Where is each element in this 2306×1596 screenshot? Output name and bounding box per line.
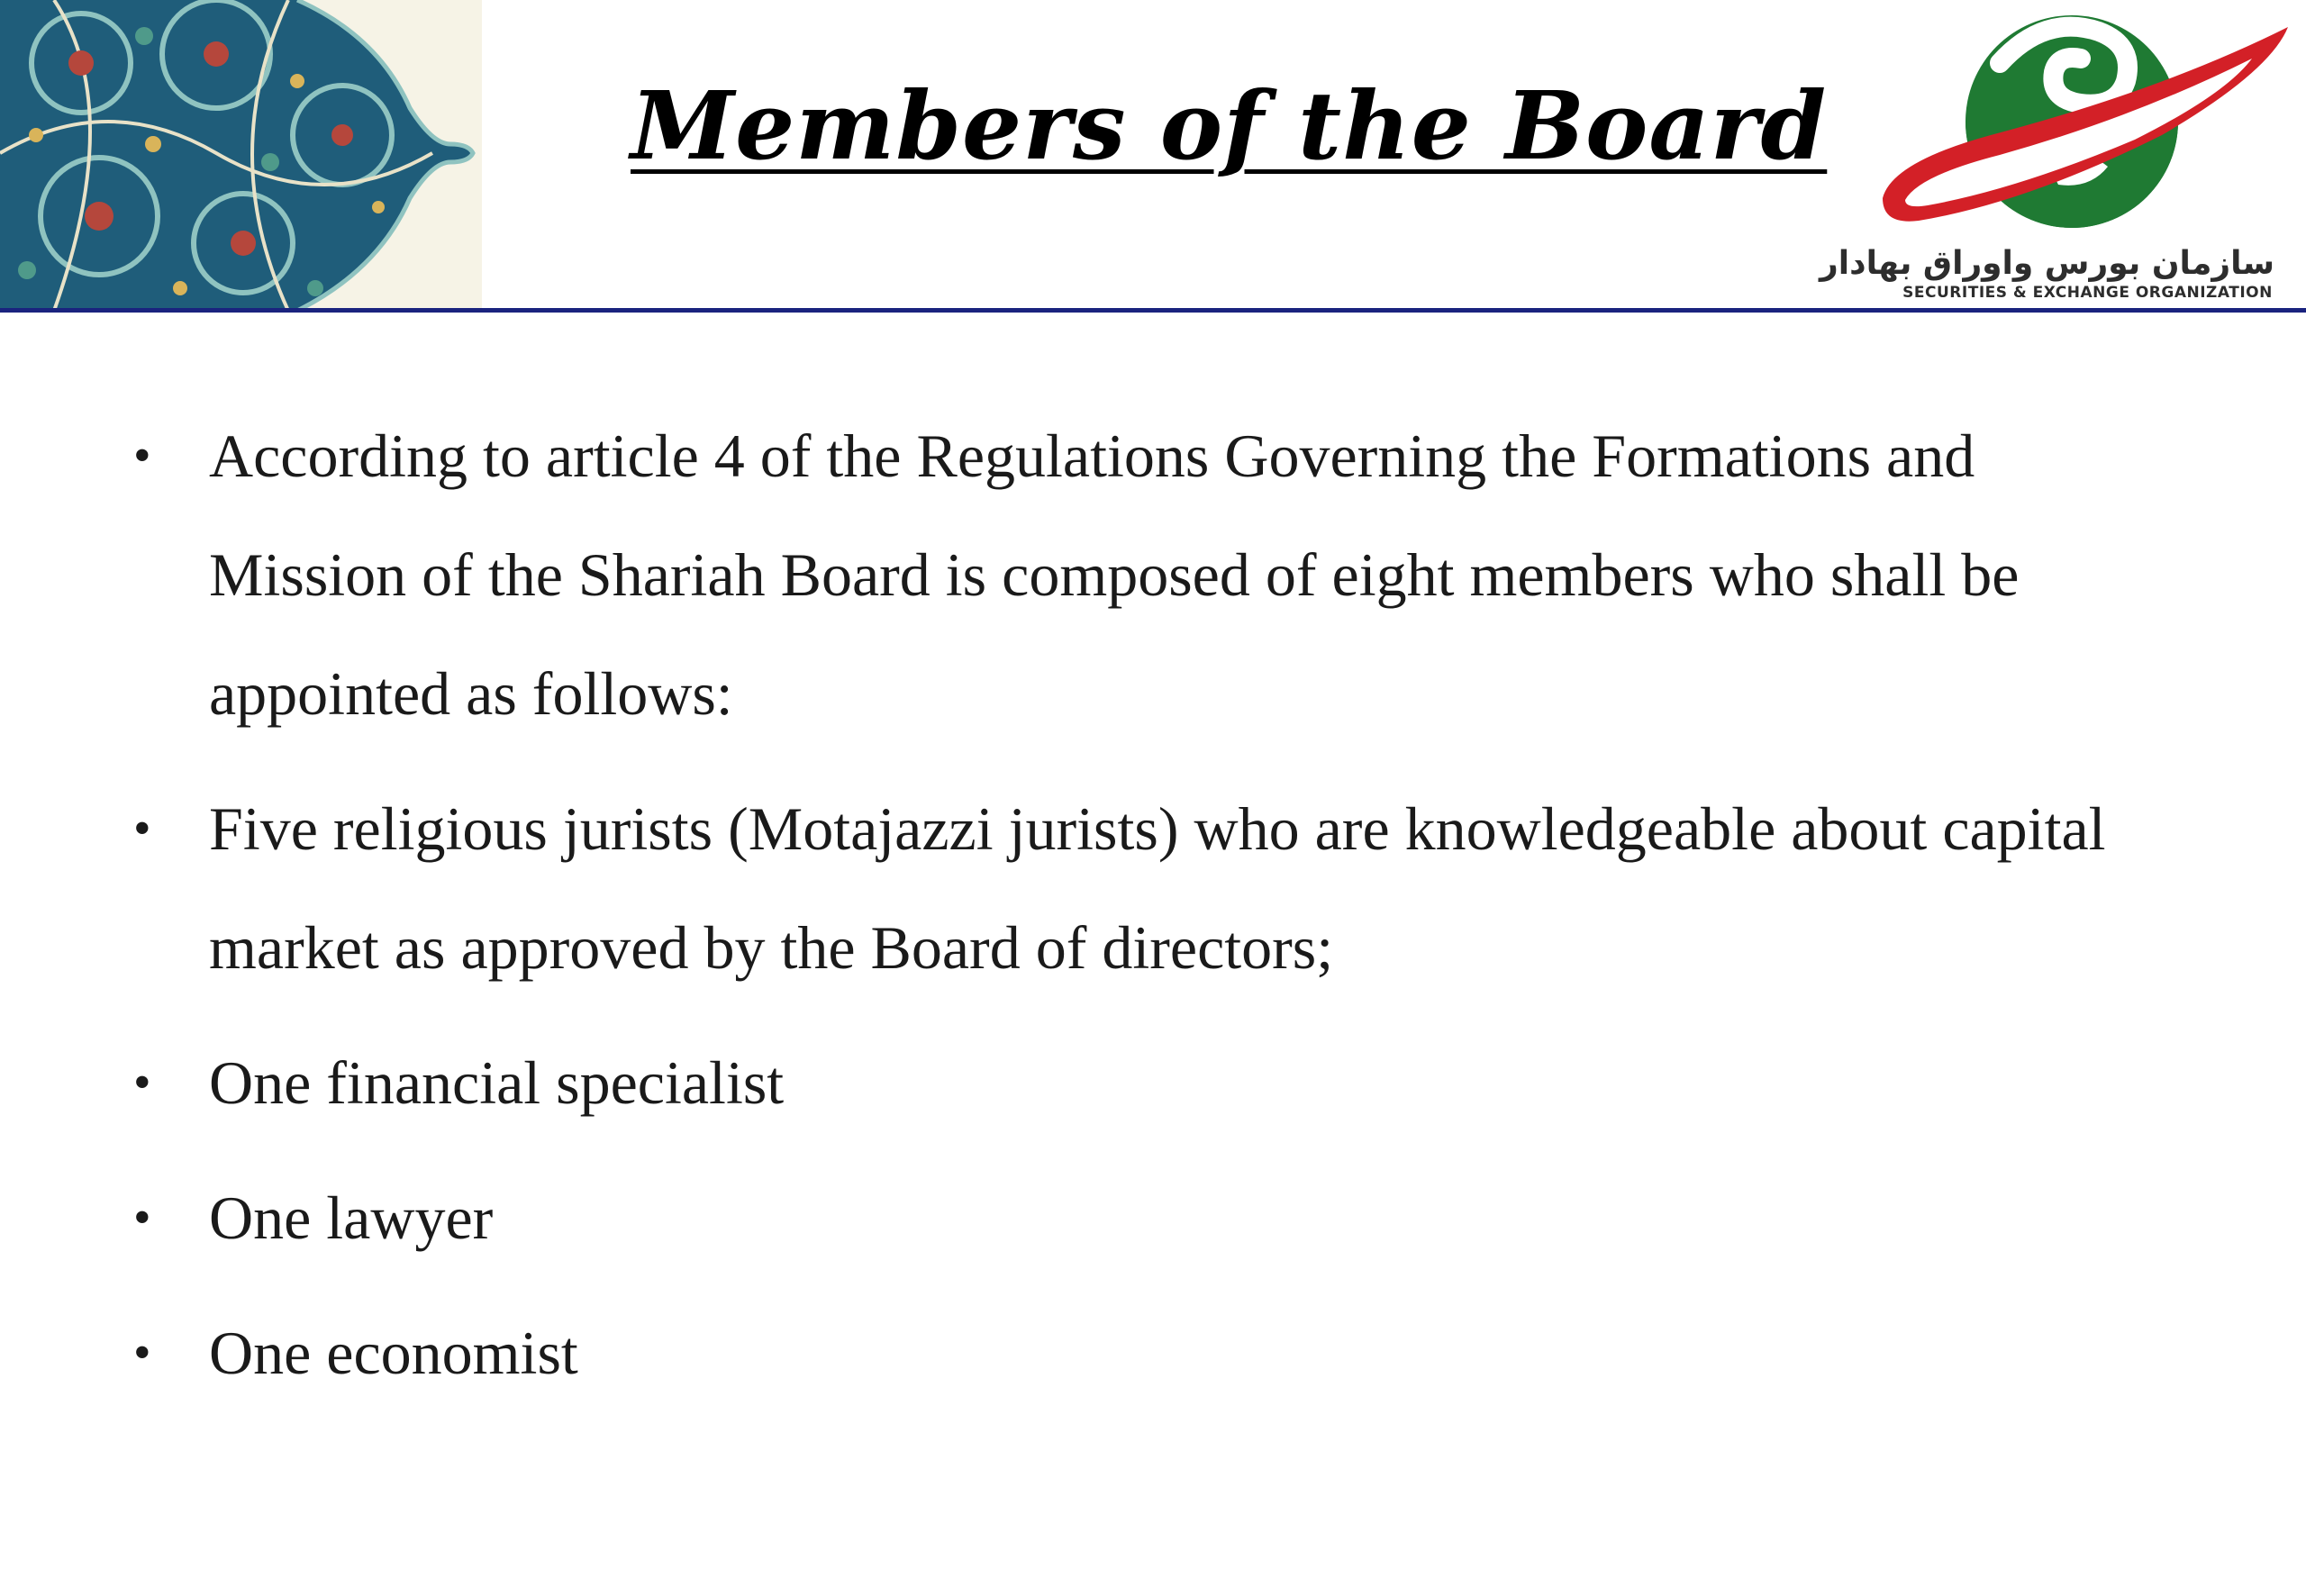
slide-title: Members of the Board	[631, 70, 1828, 181]
bullet-text: One financial specialist	[209, 1048, 785, 1117]
header-divider	[0, 308, 2306, 313]
logo-english-name: SECURITIES & EXCHANGE ORGANIZATION	[1902, 284, 2273, 302]
slide-header	[0, 0, 2306, 317]
bullet-text: One lawyer	[209, 1183, 494, 1252]
bullet-item	[133, 769, 2187, 1007]
bullet-text: Five religious jurists (Motajazzi jurists) who are knowledgeable about capital market as approved by the Board of directors;	[209, 794, 2106, 982]
bullet-dot-icon: •	[133, 801, 151, 857]
bullet-list	[133, 396, 2187, 1412]
bullet-item	[133, 396, 2187, 753]
bullet-text: According to article 4 of the Regulations Governing the Formations and Mission of the Shariah Board is composed of eight members who shall be appointed as follows:	[209, 422, 2020, 728]
bullet-dot-icon: •	[133, 1055, 151, 1111]
bullet-dot-icon: •	[133, 1325, 151, 1381]
bullet-dot-icon: •	[133, 1190, 151, 1246]
bullet-item	[133, 1293, 2187, 1412]
slide-body	[133, 396, 2187, 1412]
bullet-dot-icon: •	[133, 428, 151, 484]
bullet-text: One economist	[209, 1319, 578, 1387]
seo-logo	[1820, 9, 2306, 306]
persian-ornament-image	[0, 0, 482, 311]
bullet-item	[133, 1023, 2187, 1142]
globe-swoosh-icon	[1865, 9, 2306, 243]
bullet-item	[133, 1158, 2187, 1277]
logo-persian-name: سازمان بورس واوراق بهادار	[1820, 245, 2274, 282]
